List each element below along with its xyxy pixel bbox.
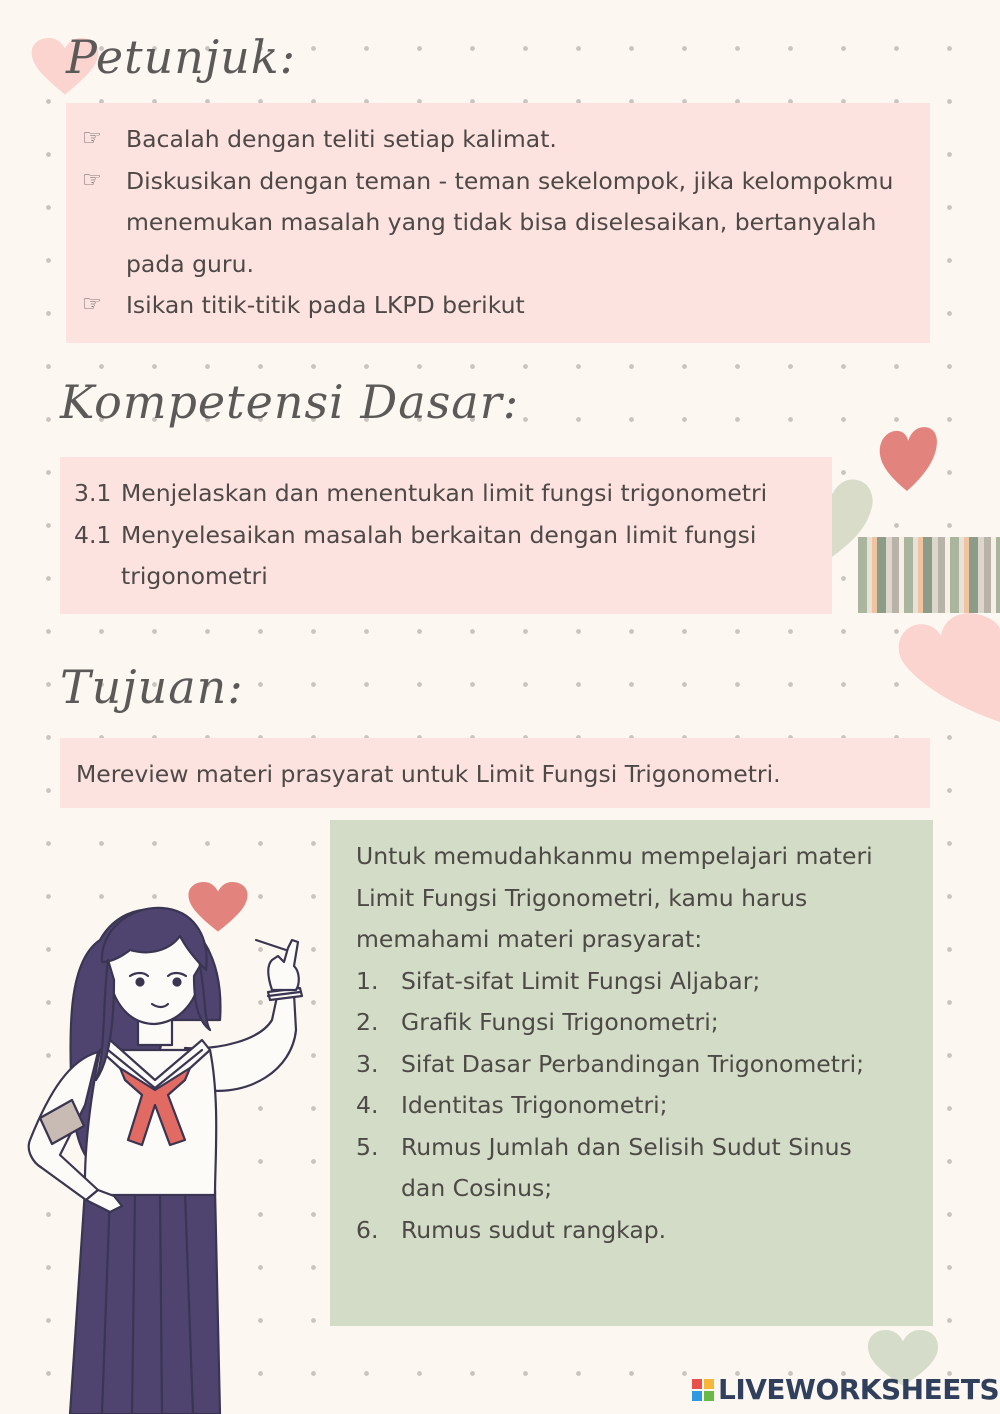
list-item [356, 961, 873, 1003]
list-item [60, 473, 767, 515]
kompetensi-box [60, 457, 832, 614]
list-item-line: Isikan titik-titik pada LKPD berikut [126, 291, 525, 319]
item-number: 2. [356, 1008, 379, 1036]
list-item [356, 1127, 873, 1210]
kompetensi-list [60, 473, 767, 598]
list-item [356, 1210, 873, 1252]
tujuan-box [60, 738, 930, 808]
pointing-hand-icon: ☞ [82, 126, 102, 151]
item-number: 6. [356, 1215, 379, 1244]
list-item-line: Sifat Dasar Perbandingan Trigonometri; [401, 1049, 865, 1078]
washi-tape [858, 537, 1000, 613]
intro-line: memahami materi prasyarat: [356, 925, 703, 953]
list-item [66, 285, 893, 327]
item-number: 4. [356, 1091, 379, 1119]
list-item-line: Menyelesaikan masalah berkaitan dengan limit fungsi [121, 520, 757, 549]
intro-line: Untuk memudahkanmu mempelajari materi [356, 842, 873, 870]
liveworksheets-logo-icon [692, 1379, 714, 1401]
list-item-line: pada guru. [126, 249, 254, 278]
intro-line: Limit Fungsi Trigonometri, kamu harus [356, 883, 808, 912]
list-item-line: Menjelaskan dan menentukan limit fungsi trigonometri [121, 479, 768, 507]
list-item-line: Grafik Fungsi Trigonometri; [401, 1008, 719, 1036]
list-item-line: Rumus sudut rangkap. [401, 1215, 667, 1244]
kompetensi-heading: Kompetensi Dasar: [60, 375, 520, 429]
item-number: 3. [356, 1049, 379, 1078]
list-item [60, 515, 767, 598]
prasyarat-box [330, 820, 933, 1326]
liveworksheets-logo-text: LIVEWORKSHEETS [718, 1373, 1000, 1406]
item-number: 1. [356, 966, 379, 995]
pointing-hand-icon: ☞ [82, 167, 102, 193]
list-item-line: Bacalah dengan teliti setiap kalimat. [126, 125, 557, 153]
list-item-line: menemukan masalah yang tidak bisa diselesaikan, bertanyalah [126, 208, 877, 236]
competency-number: 3.1 [74, 479, 112, 507]
decorative-heart-icon [876, 424, 938, 496]
list-item-line: Sifat-sifat Limit Fungsi Aljabar; [401, 966, 761, 995]
list-item-line: dan Cosinus; [401, 1174, 553, 1202]
petunjuk-box [66, 103, 930, 343]
list-item-line: Identitas Trigonometri; [401, 1091, 668, 1119]
student-girl-illustration [10, 900, 330, 1414]
pointing-hand-icon: ☞ [82, 292, 102, 317]
list-item [356, 1044, 873, 1086]
list-item [356, 1002, 873, 1044]
list-item [356, 1085, 873, 1127]
petunjuk-list [66, 119, 893, 327]
prasyarat-content [356, 836, 873, 1251]
tujuan-heading: Tujuan: [60, 660, 244, 714]
liveworksheets-logo [692, 1373, 999, 1406]
list-item-line: Rumus Jumlah dan Selisih Sudut Sinus [401, 1132, 852, 1161]
tujuan-text: Mereview materi prasyarat untuk Limit Fungsi Trigonometri. [76, 760, 781, 788]
list-item-line: Diskusikan dengan teman - teman sekelompok, jika kelompokmu [126, 166, 894, 195]
list-item [66, 119, 893, 161]
item-number: 5. [356, 1132, 379, 1161]
petunjuk-heading: Petunjuk: [66, 30, 297, 84]
list-item [66, 161, 893, 286]
decorative-heart-icon [895, 610, 1000, 722]
competency-number: 4.1 [74, 520, 112, 549]
list-item-line: trigonometri [121, 562, 268, 590]
